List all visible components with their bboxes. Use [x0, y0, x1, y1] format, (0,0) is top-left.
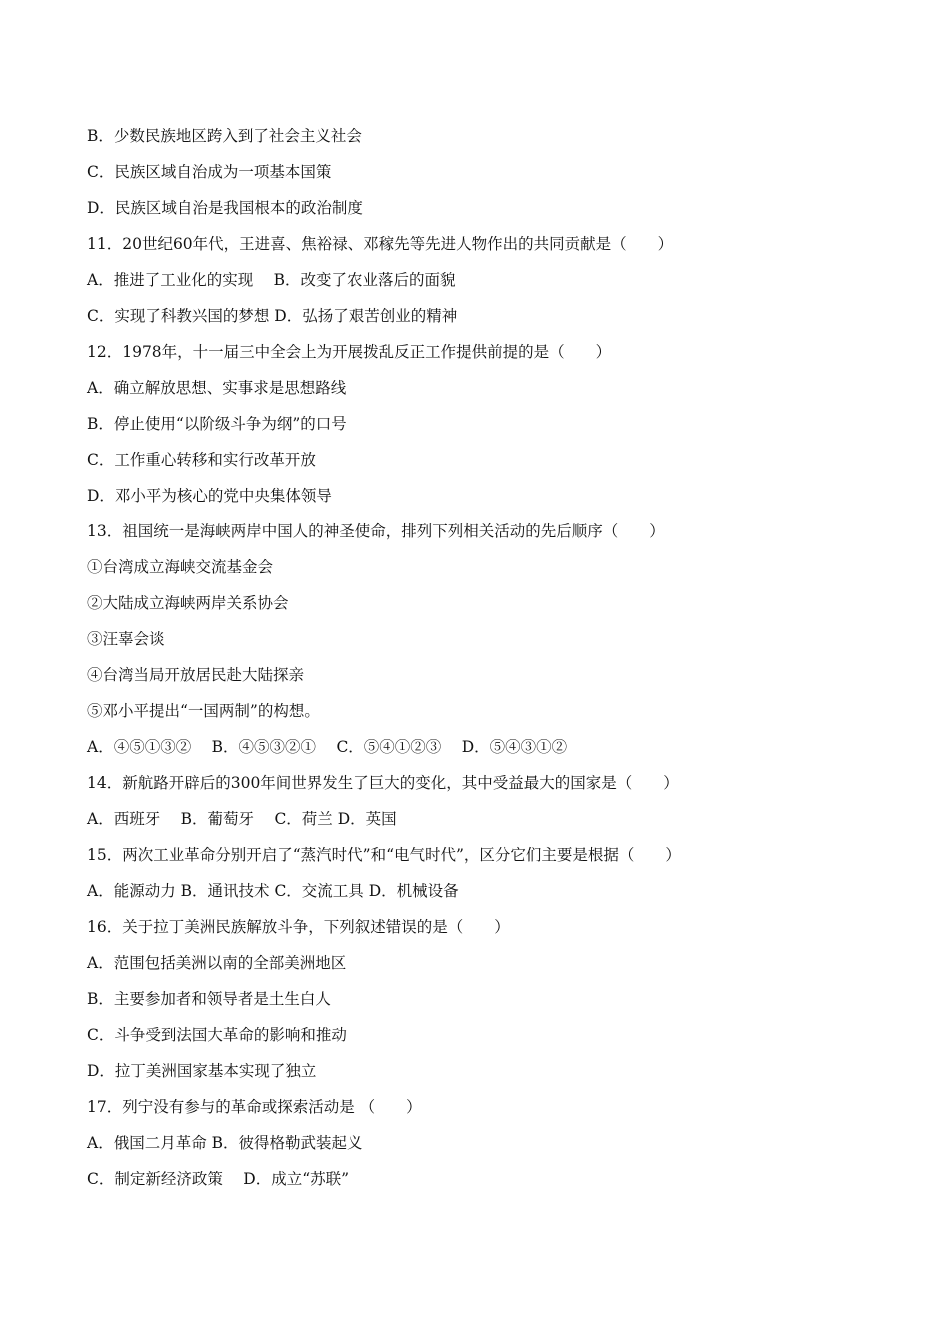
- options-17-cd: C．制定新经济政策 D．成立“苏联”: [87, 1170, 350, 1188]
- option-10-c: C．民族区域自治成为一项基本国策: [87, 163, 332, 181]
- question-13: 13．祖国统一是海峡两岸中国人的神圣使命，排列下列相关活动的先后顺序（ ）: [87, 522, 665, 540]
- options-14: A．西班牙 B．葡萄牙 C．荷兰 D．英国: [87, 810, 397, 828]
- event-13-3: ③汪辜会谈: [87, 630, 165, 648]
- event-13-4: ④台湾当局开放居民赴大陆探亲: [87, 666, 305, 684]
- option-12-b: B．停止使用“以阶级斗争为纲”的口号: [87, 415, 347, 433]
- options-11-ab: A．推进了工业化的实现 B．改变了农业落后的面貌: [87, 271, 456, 289]
- option-16-c: C．斗争受到法国大革命的影响和推动: [87, 1026, 347, 1044]
- event-13-5: ⑤邓小平提出“一国两制”的构想。: [87, 702, 320, 720]
- option-16-d: D．拉丁美洲国家基本实现了独立: [87, 1062, 317, 1080]
- option-16-b: B．主要参加者和领导者是土生白人: [87, 990, 331, 1008]
- question-17: 17．列宁没有参与的革命或探索活动是 （ ）: [87, 1098, 422, 1116]
- question-14: 14．新航路开辟后的300年间世界发生了巨大的变化，其中受益最大的国家是（ ）: [87, 774, 679, 792]
- option-12-d: D．邓小平为核心的党中央集体领导: [87, 487, 332, 505]
- options-11-cd: C．实现了科教兴国的梦想 D．弘扬了艰苦创业的精神: [87, 307, 458, 325]
- question-16: 16．关于拉丁美洲民族解放斗争，下列叙述错误的是（ ）: [87, 918, 510, 936]
- options-15: A．能源动力 B．通讯技术 C．交流工具 D．机械设备: [87, 882, 459, 900]
- option-16-a: A．范围包括美洲以南的全部美洲地区: [87, 954, 347, 972]
- event-13-2: ②大陆成立海峡两岸关系协会: [87, 594, 289, 612]
- option-10-b: B．少数民族地区跨入到了社会主义社会: [87, 127, 362, 145]
- option-10-d: D．民族区域自治是我国根本的政治制度: [87, 199, 363, 217]
- option-12-c: C．工作重心转移和实行改革开放: [87, 451, 316, 469]
- event-13-1: ①台湾成立海峡交流基金会: [87, 558, 274, 576]
- option-12-a: A．确立解放思想、实事求是思想路线: [87, 379, 347, 397]
- question-12: 12．1978年，十一届三中全会上为开展拨乱反正工作提供前提的是（ ）: [87, 343, 612, 361]
- options-17-ab: A．俄国二月革命 B．彼得格勒武装起义: [87, 1134, 363, 1152]
- question-15: 15．两次工业革命分别开启了“蒸汽时代”和“电气时代”，区分它们主要是根据（ ）: [87, 846, 681, 864]
- options-13: A．④⑤①③② B．④⑤③②① C．⑤④①②③ D．⑤④③①②: [87, 738, 568, 756]
- question-11: 11．20世纪60年代，王进喜、焦裕禄、邓稼先等先进人物作出的共同贡献是（ ）: [87, 235, 674, 253]
